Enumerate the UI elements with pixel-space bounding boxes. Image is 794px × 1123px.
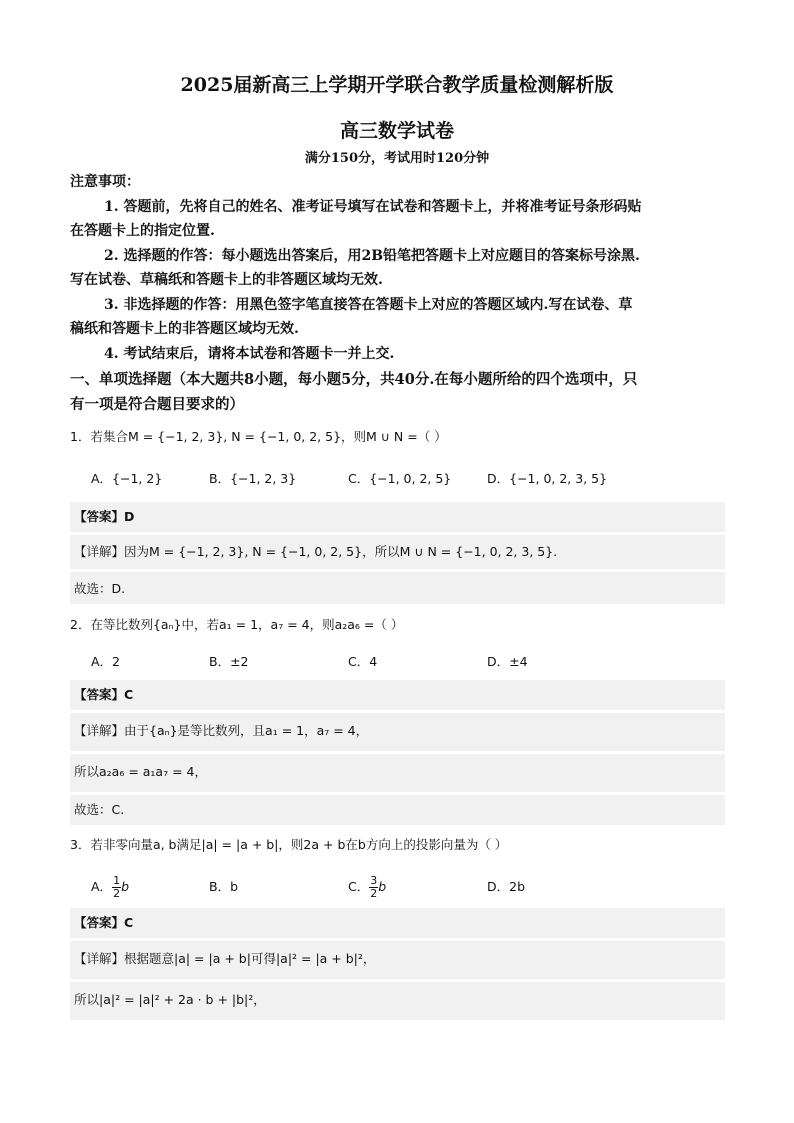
fraction-numerator: 3 bbox=[370, 874, 378, 887]
question-1-option-d: D．{−1, 0, 2, 3, 5} bbox=[487, 471, 608, 486]
note-2-line-b: 写在试卷、草稿纸和答题卡上的非答题区域均无效. bbox=[70, 272, 383, 288]
note-2-line-a: 2. 选择题的作答：每小题选出答案后，用2B铅笔把答题卡上对应题目的答案标号涂黑. bbox=[104, 248, 640, 264]
vector-b: b bbox=[378, 879, 387, 894]
section-heading-line-b: 有一项是符合题目要求的） bbox=[70, 396, 244, 413]
question-2-option-b: B．±2 bbox=[209, 654, 249, 669]
choice-band bbox=[70, 795, 725, 825]
question-3-detail-2: 所以|a|² = |a|² + 2a · b + |b|²， bbox=[74, 992, 266, 1007]
answer-band bbox=[70, 680, 725, 710]
question-3-answer: 【答案】C bbox=[74, 915, 134, 930]
question-1-option-b: B．{−1, 2, 3} bbox=[209, 471, 297, 486]
question-3-stem: 3．若非零向量a, b满足|a| = |a + b|，则2a + b在b方向上的投影向量为（ ） bbox=[70, 837, 508, 852]
fraction-numerator: 1 bbox=[113, 874, 121, 887]
page-subtitle: 高三数学试卷 bbox=[339, 120, 454, 142]
section-heading-line-a: 一、单项选择题（本大题共8小题，每小题5分，共40分.在每小题所给的四个选项中，只 bbox=[70, 371, 638, 388]
question-3-option-c-label: C． bbox=[348, 879, 370, 894]
question-3-detail: 【详解】根据题意|a| = |a + b|可得|a|² = |a + b|²， bbox=[74, 951, 376, 966]
question-2-choice: 故选：C. bbox=[74, 802, 125, 817]
question-3-option-c bbox=[348, 872, 386, 902]
notes-heading: 注意事项： bbox=[70, 174, 140, 190]
question-1-answer: 【答案】D bbox=[74, 509, 135, 524]
question-1-stem: 1．若集合M = {−1, 2, 3}, N = {−1, 0, 2, 5}，则M ∪ N =（ ） bbox=[70, 429, 447, 444]
question-3-option-d: D．2b bbox=[487, 879, 526, 894]
question-1-option-a: A．{−1, 2} bbox=[91, 471, 163, 486]
note-1-line-a: 1. 答题前，先将自己的姓名、准考证号填写在试卷和答题卡上，并将准考证号条形码贴 bbox=[104, 199, 642, 215]
question-3-option-a-label: A． bbox=[91, 879, 113, 894]
fraction-denominator: 2 bbox=[370, 887, 378, 900]
fraction-denominator: 2 bbox=[113, 887, 121, 900]
question-1-choice: 故选：D. bbox=[74, 581, 126, 596]
note-3-line-b: 稿纸和答题卡上的非答题区域均无效. bbox=[70, 321, 299, 337]
question-2-option-c: C．4 bbox=[348, 654, 378, 669]
fraction bbox=[369, 875, 378, 900]
note-3-line-a: 3. 非选择题的作答：用黑色签字笔直接答在答题卡上对应的答题区域内.写在试卷、草 bbox=[104, 297, 633, 313]
answer-band bbox=[70, 908, 725, 938]
fraction bbox=[112, 875, 121, 900]
note-4: 4. 考试结束后，请将本试卷和答题卡一并上交. bbox=[104, 346, 395, 362]
question-1-detail: 【详解】因为M = {−1, 2, 3}, N = {−1, 0, 2, 5}，所以M ∪ N = {−1, 0, 2, 3, 5}. bbox=[74, 544, 558, 559]
question-3-option-b: B．b bbox=[209, 879, 239, 894]
question-2-stem: 2．在等比数列{aₙ}中，若a₁ = 1，a₇ = 4，则a₂a₆ =（ ） bbox=[70, 617, 404, 632]
vector-b: b bbox=[121, 879, 129, 894]
question-3-option-a bbox=[91, 872, 129, 902]
exam-info: 满分150分，考试用时120分钟 bbox=[304, 151, 490, 166]
question-2-detail: 【详解】由于{aₙ}是等比数列，且a₁ = 1，a₇ = 4， bbox=[74, 723, 369, 738]
note-1-line-b: 在答题卡上的指定位置. bbox=[70, 223, 215, 239]
question-2-option-d: D．±4 bbox=[487, 654, 528, 669]
answer-band bbox=[70, 502, 725, 532]
choice-band bbox=[70, 572, 725, 604]
question-2-option-a: A．2 bbox=[91, 654, 121, 669]
question-2-answer: 【答案】C bbox=[74, 687, 134, 702]
page-title: 2025届新高三上学期开学联合教学质量检测解析版 bbox=[180, 74, 614, 96]
question-2-detail-2: 所以a₂a₆ = a₁a₇ = 4， bbox=[74, 764, 207, 779]
question-1-option-c: C．{−1, 0, 2, 5} bbox=[348, 471, 452, 486]
